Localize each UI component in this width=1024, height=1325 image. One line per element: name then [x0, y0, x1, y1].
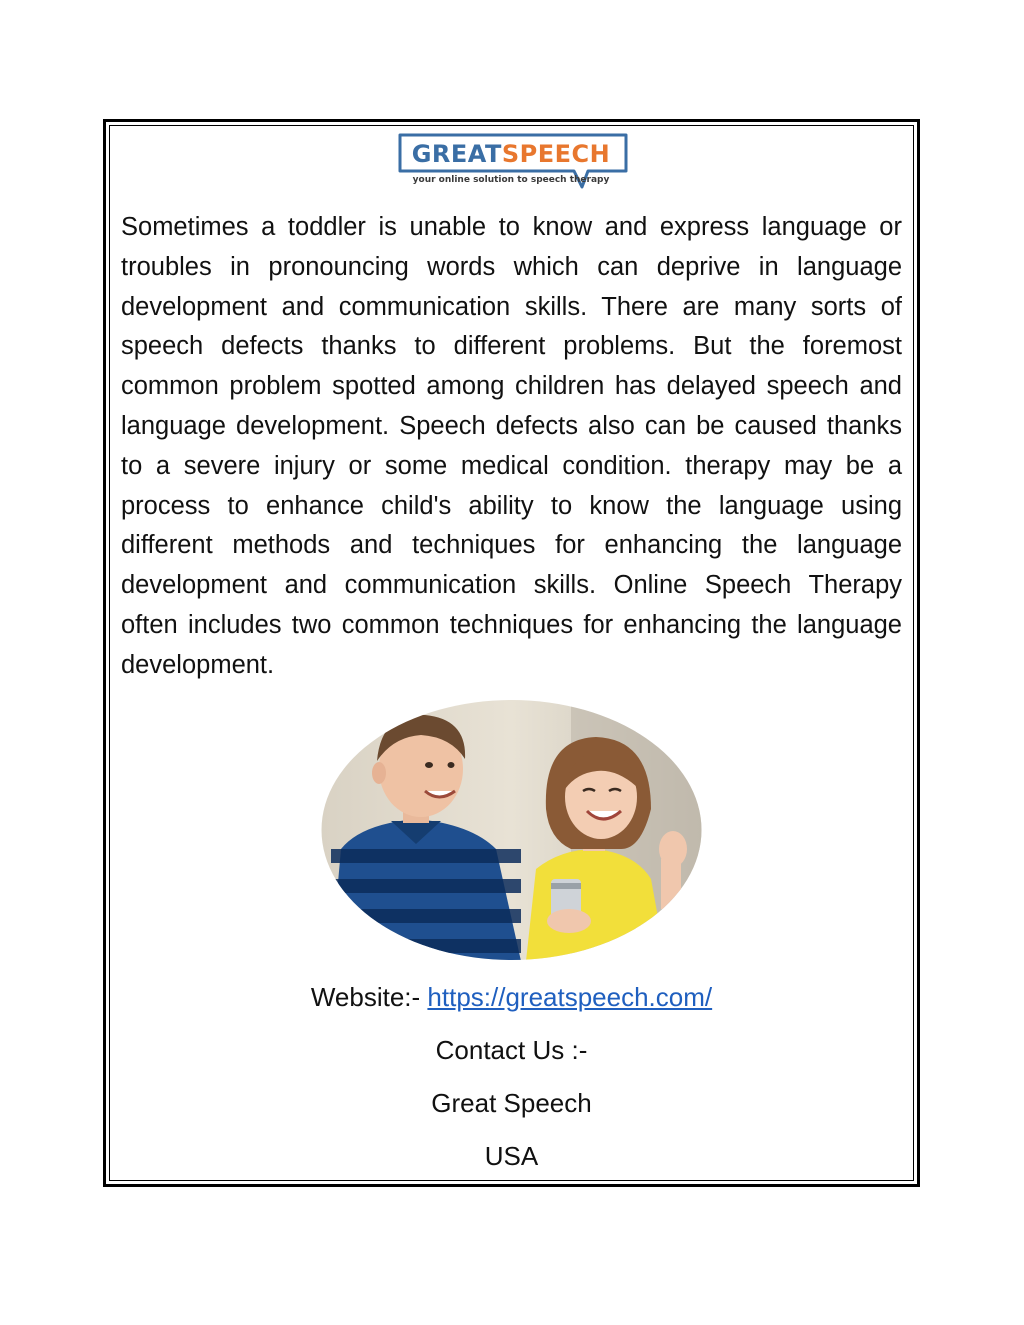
company-country: USA: [484, 1141, 539, 1171]
greatspeech-logo: [398, 131, 630, 193]
website-link[interactable]: https://greatspeech.com/: [427, 982, 713, 1012]
website-label: Website:-: [310, 982, 428, 1012]
contact-label: Contact Us :-: [435, 1035, 588, 1065]
company-name: Great Speech: [431, 1088, 592, 1118]
logo-word-great: GREAT: [411, 140, 502, 168]
logo-wordmark: [398, 137, 624, 171]
logo-tagline: your online solution to speech therapy: [412, 175, 610, 185]
body-paragraph: Sometimes a toddler is unable to know and express language or troubles in pronouncing words which can deprive in language development and communication skills. There are many sorts of speech defects thanks to different problems. But the foremost common problem spotted among children has delayed speech and language development. Speech defects also can be caused thanks to a severe injury or some medical condition. therapy may be a process to enhance child's ability to know the language using different methods and techniques for enhancing the language development and communication skills. Online Speech Therapy often includes two common techniques for enhancing the language development.: [121, 213, 902, 679]
children-photo-icon: [321, 699, 702, 961]
children-photo: [321, 699, 702, 961]
logo-word-speech: SPEECH: [501, 140, 611, 168]
website-line: [110, 982, 913, 1013]
